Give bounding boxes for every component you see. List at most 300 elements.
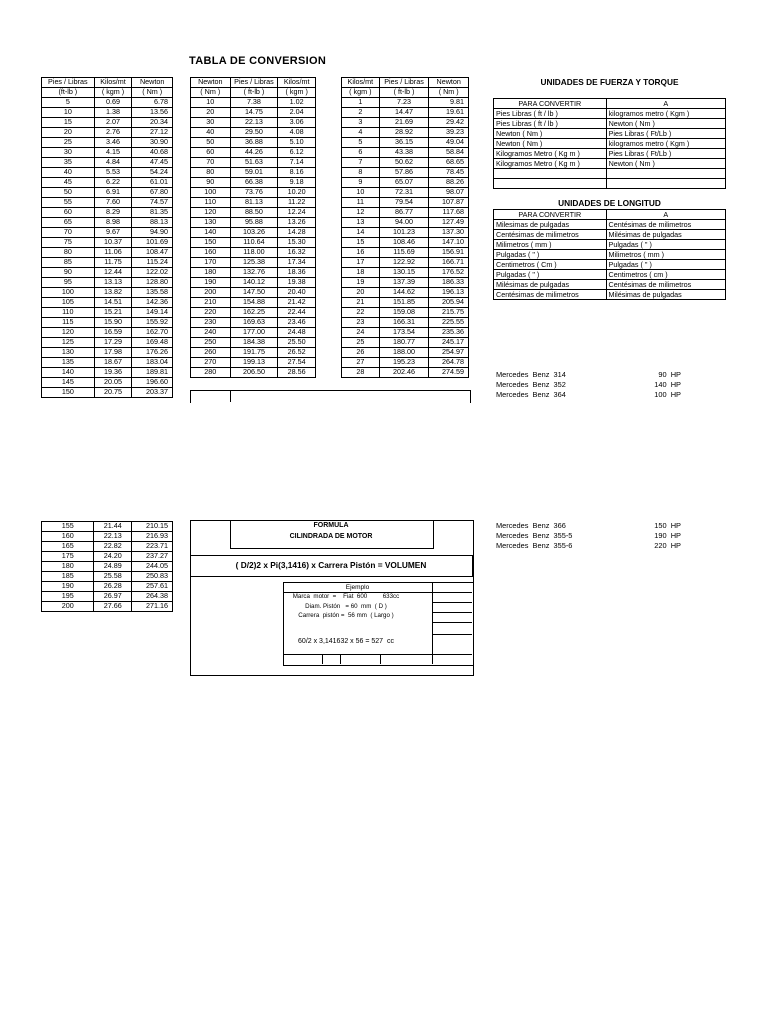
table-cell: 0.69 xyxy=(94,98,132,108)
table-cell xyxy=(606,169,725,179)
table-row xyxy=(42,148,173,158)
table-row xyxy=(42,318,173,328)
table-row xyxy=(42,572,173,582)
table-cell: Milésimas de pulgadas xyxy=(494,280,607,290)
table-row xyxy=(42,378,173,388)
table-cell: 9.67 xyxy=(94,228,132,238)
table-cell: 23 xyxy=(342,318,380,328)
col-header: Newton xyxy=(429,78,469,88)
table-cell: 14 xyxy=(342,228,380,238)
table-cell: 144.62 xyxy=(379,288,429,298)
table-cell: 30 xyxy=(42,148,95,158)
table-row xyxy=(342,138,469,148)
table-cell: 280 xyxy=(191,368,231,378)
mercedes-model: Mercedes Benz 355-6 xyxy=(496,541,573,550)
mercedes-list-2 xyxy=(496,521,696,551)
table-cell: 10 xyxy=(191,98,231,108)
col-header-unit: ( kgm ) xyxy=(278,88,316,98)
table-cell: 162.25 xyxy=(230,308,278,318)
table-cell: 5 xyxy=(342,138,380,148)
table-row xyxy=(342,238,469,248)
table-cell: 20 xyxy=(42,128,95,138)
table-cell: 17.34 xyxy=(278,258,316,268)
table-cell: Milésimas de pulgadas xyxy=(606,230,725,240)
mercedes-model: Mercedes Benz 314 xyxy=(496,370,566,379)
table-cell: 166.31 xyxy=(379,318,429,328)
table-cell: 101.69 xyxy=(132,238,173,248)
table-cell: 6.78 xyxy=(132,98,173,108)
table-cell: 183.04 xyxy=(132,358,173,368)
table-cell: 22.82 xyxy=(94,542,132,552)
table-cell: 70 xyxy=(42,228,95,238)
table-cell: Centésimas de milimetros xyxy=(606,280,725,290)
table-cell: 67.80 xyxy=(132,188,173,198)
table-cell: 169.48 xyxy=(132,338,173,348)
col-header-unit: ( ft-lb ) xyxy=(379,88,429,98)
table-cell: 61.01 xyxy=(132,178,173,188)
table-cell: Newton ( Nm ) xyxy=(494,139,607,149)
table-cell: 12.44 xyxy=(94,268,132,278)
example-line-3: Carrera pistón = 56 mm ( Largo ) xyxy=(298,612,394,619)
table-cell: 271.16 xyxy=(132,602,173,612)
table-row xyxy=(342,148,469,158)
table-row xyxy=(494,109,726,119)
table-cell: 20 xyxy=(342,288,380,298)
table-row xyxy=(42,358,173,368)
table-cell: 5.53 xyxy=(94,168,132,178)
table-cell: 7.14 xyxy=(278,158,316,168)
table-cell: 25 xyxy=(42,138,95,148)
table-row xyxy=(342,358,469,368)
table-row xyxy=(42,278,173,288)
table-row xyxy=(42,238,173,248)
table-cell: 260 xyxy=(191,348,231,358)
table-cell: 40 xyxy=(42,168,95,178)
table-row xyxy=(342,108,469,118)
table-cell: 15.90 xyxy=(94,318,132,328)
example-line-2: Diam. Pistón = 60 mm ( D ) xyxy=(305,603,387,610)
table-cell: 21.44 xyxy=(94,522,132,532)
table-cell: 79.54 xyxy=(379,198,429,208)
table-cell: 120 xyxy=(42,328,95,338)
table-cell: 235.36 xyxy=(429,328,469,338)
table-row xyxy=(42,368,173,378)
col-header: A xyxy=(606,210,725,220)
table-row xyxy=(42,138,173,148)
table-cell: 10.37 xyxy=(94,238,132,248)
table-row xyxy=(191,338,316,348)
table-row xyxy=(42,258,173,268)
table-row xyxy=(42,98,173,108)
table-cell: 8.98 xyxy=(94,218,132,228)
table-cell: 223.71 xyxy=(132,542,173,552)
table-row xyxy=(42,308,173,318)
table-row xyxy=(42,248,173,258)
mercedes-model: Mercedes Benz 364 xyxy=(496,390,566,399)
table-row xyxy=(342,338,469,348)
table-row xyxy=(342,118,469,128)
table-cell: 13.82 xyxy=(94,288,132,298)
table-cell: Centésimas de milimetros xyxy=(494,230,607,240)
table-row xyxy=(494,139,726,149)
table-cell: 130 xyxy=(42,348,95,358)
table-cell: Centésimas de milimetros xyxy=(494,290,607,300)
col-header: PARA CONVERTIR xyxy=(494,210,607,220)
table-cell: 127.49 xyxy=(429,218,469,228)
table-cell: 5.10 xyxy=(278,138,316,148)
table-row xyxy=(191,178,316,188)
table-cell: 264.78 xyxy=(429,358,469,368)
table-cell: 78.45 xyxy=(429,168,469,178)
table-cell: 180 xyxy=(191,268,231,278)
table-cell xyxy=(494,169,607,179)
table-cell: 1.02 xyxy=(278,98,316,108)
table-cell: 215.75 xyxy=(429,308,469,318)
table-cell: 90 xyxy=(191,178,231,188)
table-cell: 195.23 xyxy=(379,358,429,368)
table-row xyxy=(42,198,173,208)
table-cell: 5 xyxy=(42,98,95,108)
table-cell: 51.63 xyxy=(230,158,278,168)
table-row xyxy=(342,208,469,218)
table-cell: 115.69 xyxy=(379,248,429,258)
table-row xyxy=(342,368,469,378)
table-row xyxy=(342,158,469,168)
table-cell: 150 xyxy=(42,388,95,398)
empty-box-divider xyxy=(230,390,231,402)
table-cell: 17.98 xyxy=(94,348,132,358)
table-cell: 6.12 xyxy=(278,148,316,158)
table-cell: 2.04 xyxy=(278,108,316,118)
table-cell: 35 xyxy=(42,158,95,168)
table-cell: 4 xyxy=(342,128,380,138)
table-cell: 36.88 xyxy=(230,138,278,148)
table-cell: 196.13 xyxy=(429,288,469,298)
table-cell: 94.90 xyxy=(132,228,173,238)
table-row xyxy=(191,298,316,308)
col-header-unit: ( Nm ) xyxy=(191,88,231,98)
table-cell: Pulgadas ( " ) xyxy=(606,260,725,270)
table-row xyxy=(342,308,469,318)
table-cell: 21 xyxy=(342,298,380,308)
table-cell: 74.57 xyxy=(132,198,173,208)
table-cell: 20.75 xyxy=(94,388,132,398)
table-cell: 28 xyxy=(342,368,380,378)
table-cell: kilogramos metro ( Kgm ) xyxy=(606,109,725,119)
table-cell: 10.20 xyxy=(278,188,316,198)
table-cell: 108.47 xyxy=(132,248,173,258)
table-cell: 115.24 xyxy=(132,258,173,268)
table-cell: 107.87 xyxy=(429,198,469,208)
table-cell: 20 xyxy=(191,108,231,118)
table-cell: 160 xyxy=(191,248,231,258)
table-cell xyxy=(606,179,725,189)
col-header: PARA CONVERTIR xyxy=(494,99,607,109)
table-cell: 22 xyxy=(342,308,380,318)
table-cell: 29.50 xyxy=(230,128,278,138)
grid-line xyxy=(432,622,472,623)
grid-line xyxy=(283,654,472,655)
table-cell: 13.26 xyxy=(278,218,316,228)
table-cell: 188.00 xyxy=(379,348,429,358)
table-cell: 186.33 xyxy=(429,278,469,288)
table-cell: 162.70 xyxy=(132,328,173,338)
table-cell: 88.13 xyxy=(132,218,173,228)
table-row xyxy=(191,128,316,138)
table-cell: 156.91 xyxy=(429,248,469,258)
table-cell: 118.00 xyxy=(230,248,278,258)
table-cell: 27.12 xyxy=(132,128,173,138)
table-cell: 95.88 xyxy=(230,218,278,228)
table-cell: 220 xyxy=(191,308,231,318)
table-cell: 257.61 xyxy=(132,582,173,592)
table-row xyxy=(42,108,173,118)
table-row xyxy=(42,602,173,612)
table-cell: 26.97 xyxy=(94,592,132,602)
table-cell: Pulgadas ( " ) xyxy=(494,250,607,260)
table-cell: 149.14 xyxy=(132,308,173,318)
table-cell: 125.38 xyxy=(230,258,278,268)
table-cell: 159.08 xyxy=(379,308,429,318)
table-cell: 137.30 xyxy=(429,228,469,238)
mercedes-hp: 90 HP xyxy=(658,370,681,379)
table-cell: 8.29 xyxy=(94,208,132,218)
table-cell: 14.47 xyxy=(379,108,429,118)
table-row xyxy=(342,168,469,178)
table-row xyxy=(191,358,316,368)
example-line-1: Marca motor = Fiat 600 633cc xyxy=(292,593,400,600)
table-cell: 7.23 xyxy=(379,98,429,108)
table-cell: 184.38 xyxy=(230,338,278,348)
table-cell: 173.54 xyxy=(379,328,429,338)
mercedes-row xyxy=(496,370,696,380)
table-row xyxy=(191,368,316,378)
table-cell: 26.28 xyxy=(94,582,132,592)
table-cell: 16.59 xyxy=(94,328,132,338)
table-row xyxy=(191,188,316,198)
mercedes-model: Mercedes Benz 366 xyxy=(496,521,566,530)
table-row xyxy=(342,258,469,268)
table-cell: Centésimas de milimetros xyxy=(606,220,725,230)
table-cell: 2.07 xyxy=(94,118,132,128)
table-cell: 16 xyxy=(342,248,380,258)
table-cell: Milimetros ( mm ) xyxy=(494,240,607,250)
mercedes-model: Mercedes Benz 352 xyxy=(496,380,566,389)
col-header-unit: ( Nm ) xyxy=(132,88,173,98)
table-cell: 190 xyxy=(191,278,231,288)
grid-line xyxy=(432,634,472,635)
table-cell: 4.84 xyxy=(94,158,132,168)
table-cell: 6 xyxy=(342,148,380,158)
table-cell: 137.39 xyxy=(379,278,429,288)
table-cell: 25.50 xyxy=(278,338,316,348)
table-cell: 40 xyxy=(191,128,231,138)
table-cell: 8.16 xyxy=(278,168,316,178)
table-cell: 80 xyxy=(42,248,95,258)
table-cell: 14.28 xyxy=(278,228,316,238)
table-cell: 128.80 xyxy=(132,278,173,288)
table-cell: Milimetros ( mm ) xyxy=(606,250,725,260)
table-cell: 145 xyxy=(42,378,95,388)
table-row xyxy=(42,158,173,168)
col-header-unit: ( Nm ) xyxy=(429,88,469,98)
table-row xyxy=(494,159,726,169)
col-header: Pies / Libras xyxy=(379,78,429,88)
table-cell: 147.50 xyxy=(230,288,278,298)
mercedes-row xyxy=(496,531,696,541)
table-cell: 250.83 xyxy=(132,572,173,582)
page-title: TABLA DE CONVERSION xyxy=(189,55,327,67)
col-header: Newton xyxy=(191,78,231,88)
table-cell: 154.88 xyxy=(230,298,278,308)
table-row xyxy=(42,542,173,552)
table-row xyxy=(494,169,726,179)
table-cell: 27.66 xyxy=(94,602,132,612)
table-cell: 135 xyxy=(42,358,95,368)
table-cell: Pies Libras ( ft / lb ) xyxy=(494,109,607,119)
table-cell: 20.34 xyxy=(132,118,173,128)
table-cell: 85 xyxy=(42,258,95,268)
mercedes-hp: 150 HP xyxy=(654,521,681,530)
table-cell: 135.58 xyxy=(132,288,173,298)
table-cell: Milesimas de pulgadas xyxy=(494,220,607,230)
table-cell: 17 xyxy=(342,258,380,268)
table-cell: 49.04 xyxy=(429,138,469,148)
table-cell: 101.23 xyxy=(379,228,429,238)
col-header: Pies / Libras xyxy=(42,78,95,88)
table-cell: 200 xyxy=(191,288,231,298)
table-cell: 230 xyxy=(191,318,231,328)
table-cell: 20.40 xyxy=(278,288,316,298)
table-row xyxy=(191,288,316,298)
table-cell: 115 xyxy=(42,318,95,328)
table-cell: 110 xyxy=(42,308,95,318)
table-cell: 15 xyxy=(342,238,380,248)
table-cell: 15 xyxy=(42,118,95,128)
table-cell: 190 xyxy=(42,582,94,592)
table-cell: 2 xyxy=(342,108,380,118)
table-cell: 9.18 xyxy=(278,178,316,188)
table-row xyxy=(191,258,316,268)
table-row xyxy=(494,230,726,240)
table-row xyxy=(191,138,316,148)
table-row xyxy=(42,552,173,562)
table-cell: 13 xyxy=(342,218,380,228)
table-cell: 50 xyxy=(191,138,231,148)
table-cell: 245.17 xyxy=(429,338,469,348)
table-row xyxy=(191,308,316,318)
table-cell: 130 xyxy=(191,218,231,228)
table-cell: 169.63 xyxy=(230,318,278,328)
table-cell: Newton ( Nm ) xyxy=(494,129,607,139)
col-header: Newton xyxy=(132,78,173,88)
grid-line xyxy=(432,612,472,613)
table-cell: 24.89 xyxy=(94,562,132,572)
table-cell: 22.13 xyxy=(94,532,132,542)
table-row xyxy=(42,218,173,228)
table-cell: 55 xyxy=(42,198,95,208)
table-row xyxy=(42,118,173,128)
formula-equation: ( D/2)2 x Pi(3,1416) x Carrera Pistón = VOLUMEN xyxy=(235,560,427,570)
table-row xyxy=(342,248,469,258)
table-cell: 70 xyxy=(191,158,231,168)
mercedes-row xyxy=(496,521,696,531)
table-cell: 160 xyxy=(42,532,94,542)
table-cell: 185 xyxy=(42,572,94,582)
table-row xyxy=(494,149,726,159)
pies-libras-table xyxy=(41,77,173,398)
table-cell: 155 xyxy=(42,522,94,532)
table-row xyxy=(42,128,173,138)
mercedes-hp: 190 HP xyxy=(654,531,681,540)
mercedes-hp: 220 HP xyxy=(654,541,681,550)
longitud-table xyxy=(493,209,726,300)
table-cell: Pulgadas ( " ) xyxy=(606,240,725,250)
table-cell: 19.38 xyxy=(278,278,316,288)
table-cell: 3.46 xyxy=(94,138,132,148)
table-cell: 44.26 xyxy=(230,148,278,158)
table-cell: 81.13 xyxy=(230,198,278,208)
table-cell: Newton ( Nm ) xyxy=(606,159,725,169)
table-cell: 80 xyxy=(191,168,231,178)
table-row xyxy=(191,208,316,218)
table-cell: 237.27 xyxy=(132,552,173,562)
table-row xyxy=(342,98,469,108)
table-row xyxy=(342,188,469,198)
table-cell: 196.60 xyxy=(132,378,173,388)
table-cell: 26.52 xyxy=(278,348,316,358)
table-cell: 108.46 xyxy=(379,238,429,248)
table-row xyxy=(42,562,173,572)
table-row xyxy=(494,280,726,290)
table-cell: 240 xyxy=(191,328,231,338)
table-cell: 12.24 xyxy=(278,208,316,218)
table-cell: 3 xyxy=(342,118,380,128)
table-cell: 142.36 xyxy=(132,298,173,308)
table-cell: 13.56 xyxy=(132,108,173,118)
table-row xyxy=(494,250,726,260)
table-cell: 147.10 xyxy=(429,238,469,248)
table-cell: 19.36 xyxy=(94,368,132,378)
table-row xyxy=(42,298,173,308)
fuerza-title: UNIDADES DE FUERZA Y TORQUE xyxy=(540,77,679,87)
table-cell: 39.23 xyxy=(429,128,469,138)
table-cell: 88.26 xyxy=(429,178,469,188)
table-cell: 254.97 xyxy=(429,348,469,358)
table-cell: 27.54 xyxy=(278,358,316,368)
table-row xyxy=(191,248,316,258)
table-cell: 28.56 xyxy=(278,368,316,378)
fuerza-torque-table xyxy=(493,98,726,189)
table-cell: 7.60 xyxy=(94,198,132,208)
table-cell: 125 xyxy=(42,338,95,348)
table-cell: 120 xyxy=(191,208,231,218)
col-header: Pies / Libras xyxy=(230,78,278,88)
table-cell: 180.77 xyxy=(379,338,429,348)
mercedes-row xyxy=(496,390,696,400)
table-cell: 203.37 xyxy=(132,388,173,398)
table-cell: 75 xyxy=(42,238,95,248)
table-row xyxy=(42,288,173,298)
table-row xyxy=(42,178,173,188)
table-cell: 150 xyxy=(191,238,231,248)
table-cell: 6.91 xyxy=(94,188,132,198)
table-row xyxy=(191,278,316,288)
mercedes-row xyxy=(496,380,696,390)
col-header-unit: ( kgm ) xyxy=(94,88,132,98)
table-cell: 15.21 xyxy=(94,308,132,318)
table-cell: 166.71 xyxy=(429,258,469,268)
